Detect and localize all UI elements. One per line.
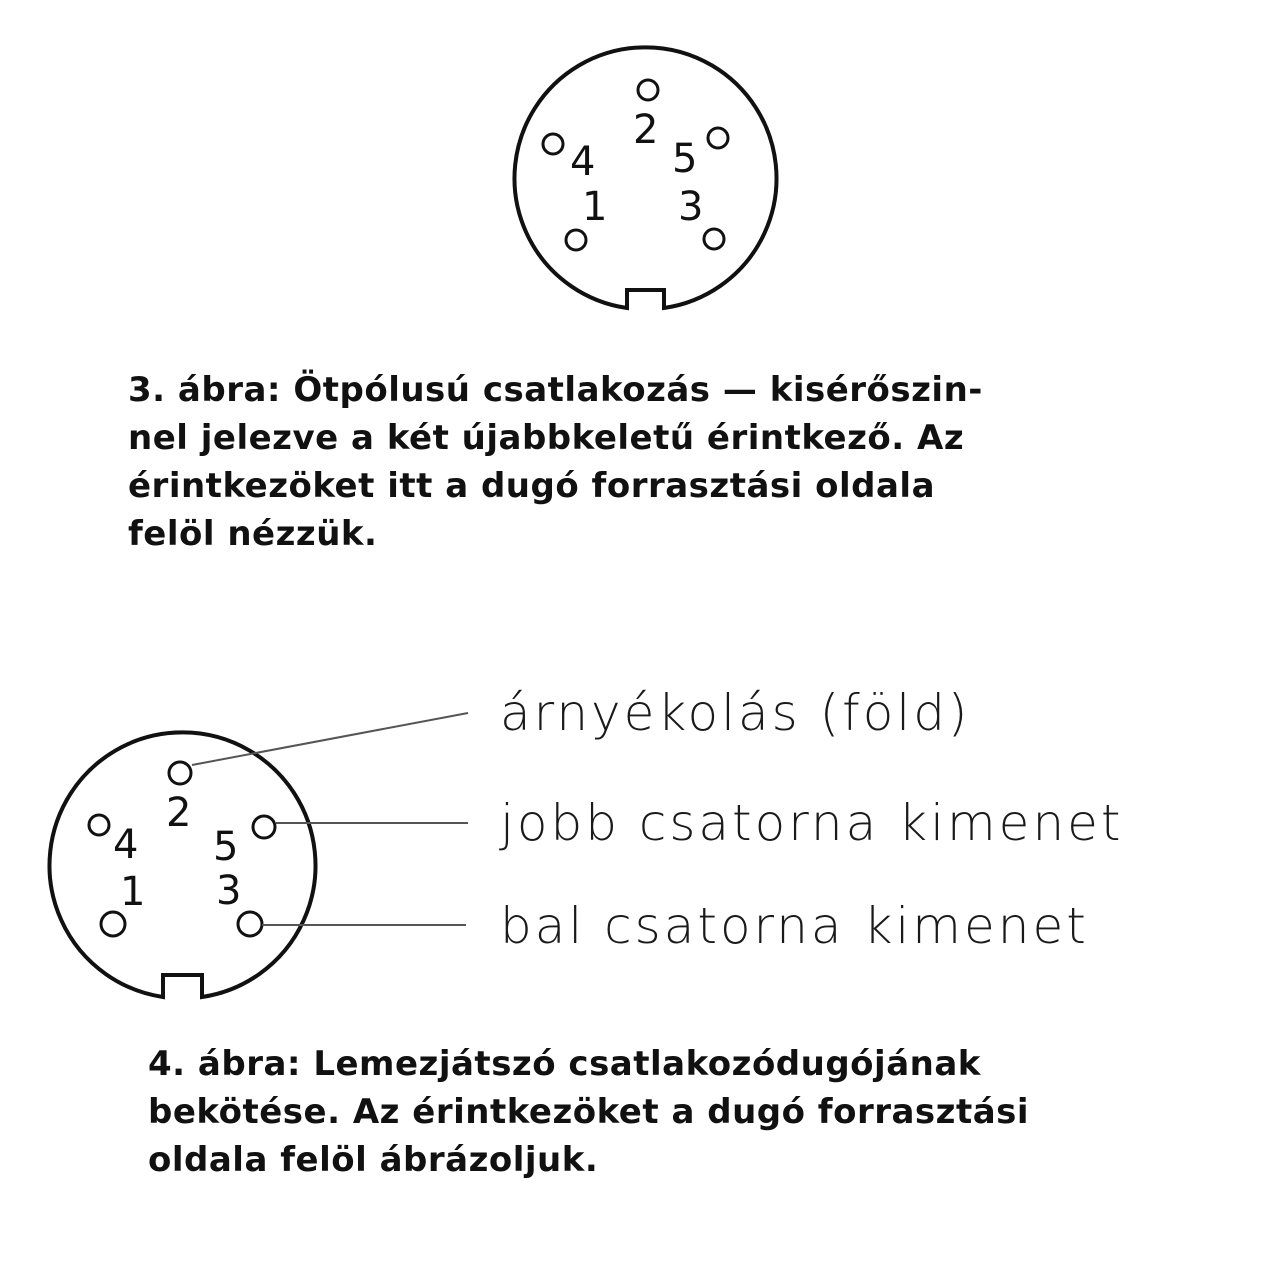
figure3-pin4-hole — [543, 134, 563, 154]
figure3-pin2-label: 2 — [633, 107, 659, 153]
figure3-pin3-hole — [704, 229, 724, 249]
figure3-connector-outline — [514, 47, 776, 308]
figure4-pin3-hole — [238, 912, 262, 936]
left-channel-label: bal csatorna kimenet — [500, 897, 1089, 955]
figure4-caption-line: bekötése. Az érintkezöket a dugó forrasztási — [148, 1092, 1030, 1132]
figure3-caption-line: felöl nézzük. — [128, 514, 378, 554]
figure4-connector — [49, 732, 315, 997]
figure3-caption-line: nel jelezve a két újabbkeletű érintkező. Az — [128, 418, 965, 458]
figure3-pin1-label: 1 — [582, 184, 608, 230]
figure3-pin2-hole — [638, 80, 658, 100]
figure4-pin2-label: 2 — [166, 790, 192, 836]
figure3-pin3-label: 3 — [678, 184, 704, 230]
figure4-pin1-label: 1 — [120, 869, 146, 915]
figure4-pin2-hole — [169, 762, 191, 784]
figure4-pin4-hole — [89, 815, 109, 835]
figure4-pin5-label: 5 — [213, 824, 239, 870]
figure4-pin4-label: 4 — [113, 822, 139, 868]
figure3-connector — [514, 47, 776, 308]
figure3-pin5-hole — [708, 128, 728, 148]
figure3-pin1-hole — [566, 230, 586, 250]
shield-leader-line — [192, 713, 468, 765]
figure4-caption — [148, 1040, 1168, 1184]
shield-label: árnyékolás (föld) — [500, 684, 971, 742]
figure3-caption-line: érintkezöket itt a dugó forrasztási oldala — [128, 466, 936, 506]
figure3-caption — [128, 366, 1144, 558]
figure3-pin5-label: 5 — [672, 136, 698, 182]
figure4-caption-line: oldala felöl ábrázoljuk. — [148, 1140, 599, 1180]
figure3-caption-line: 3. ábra: Ötpólusú csatlakozás — kisérőszin- — [128, 370, 983, 410]
figure4-pin3-label: 3 — [216, 868, 242, 914]
right-channel-label: jobb csatorna kimenet — [500, 794, 1124, 852]
figure3-pin4-label: 4 — [570, 139, 596, 185]
figure4-pin1-hole — [101, 912, 125, 936]
figure4-connector-outline — [49, 732, 315, 997]
figure4-caption-line: 4. ábra: Lemezjátszó csatlakozódugójának — [148, 1044, 981, 1084]
figure4-pin5-hole — [253, 816, 275, 838]
